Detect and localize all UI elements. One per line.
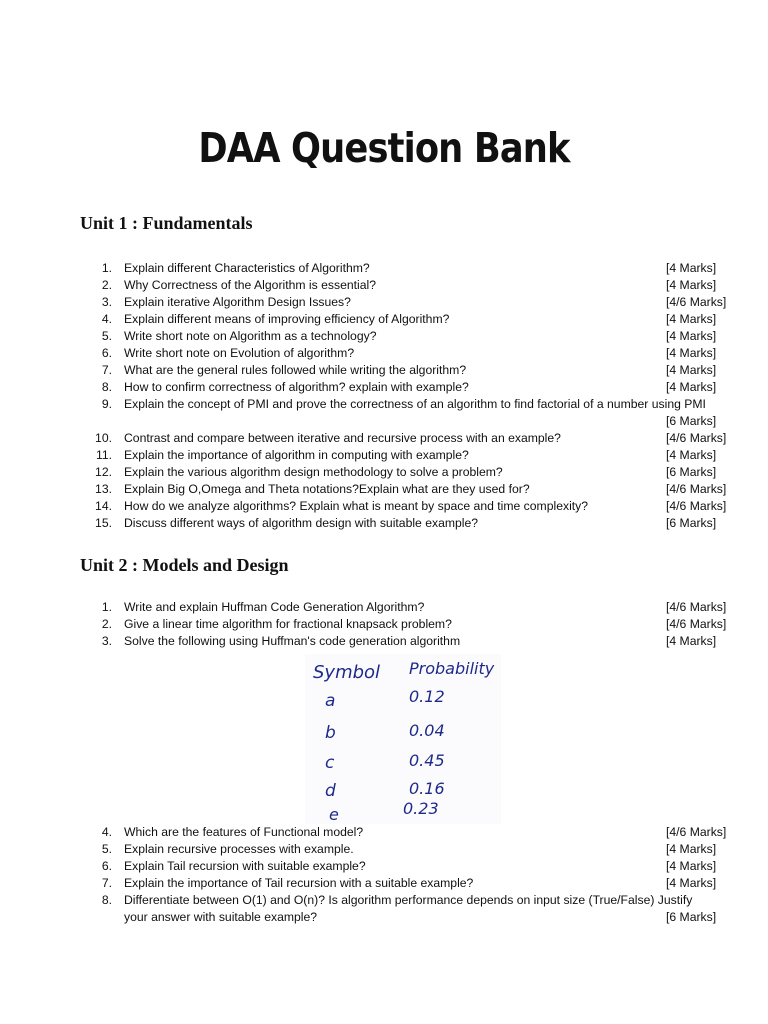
question-number: 5. bbox=[101, 842, 112, 856]
symbol-cell: e bbox=[329, 805, 339, 824]
question-text: Explain Tail recursion with suitable example? bbox=[124, 859, 366, 873]
question-marks: [4 Marks] bbox=[666, 363, 717, 377]
question-number: 8. bbox=[101, 380, 112, 394]
question-marks: [4/6 Marks] bbox=[666, 499, 727, 513]
question-item bbox=[0, 464, 768, 481]
question-text: Explain the importance of Tail recursion with a suitable example? bbox=[124, 876, 474, 890]
question-text: Explain recursive processes with example. bbox=[124, 842, 354, 856]
question-item bbox=[0, 345, 768, 362]
probability-column-header: Probability bbox=[409, 659, 495, 678]
question-text: Differentiate between O(1) and O(n)? Is algorithm performance depends on input size (True/False) Justify bbox=[124, 893, 693, 907]
question-number: 3. bbox=[101, 634, 112, 648]
question-text: Explain the importance of algorithm in computing with example? bbox=[124, 448, 469, 462]
symbol-cell: a bbox=[325, 691, 336, 711]
question-item bbox=[0, 599, 768, 616]
question-text: What are the general rules followed while writing the algorithm? bbox=[124, 363, 467, 377]
unit2-question-list-continued bbox=[0, 824, 768, 926]
question-marks: [4/6 Marks] bbox=[666, 600, 727, 614]
probability-cell: 0.12 bbox=[409, 687, 445, 706]
question-item bbox=[0, 515, 768, 532]
probability-cell: 0.16 bbox=[409, 779, 445, 798]
symbol-column-header: Symbol bbox=[313, 662, 381, 683]
question-item-continuation bbox=[0, 413, 768, 430]
question-item bbox=[0, 277, 768, 294]
question-number: 7. bbox=[101, 876, 112, 890]
symbol-cell: b bbox=[325, 723, 336, 743]
question-number: 1. bbox=[101, 600, 112, 614]
question-text: Solve the following using Huffman's code generation algorithm bbox=[124, 634, 461, 648]
question-number: 3. bbox=[101, 295, 112, 309]
unit1-heading: Unit 1 : Fundamentals bbox=[80, 213, 253, 233]
question-item bbox=[0, 260, 768, 277]
question-item bbox=[0, 498, 768, 515]
question-item bbox=[0, 430, 768, 447]
question-item bbox=[0, 824, 768, 841]
question-number: 8. bbox=[101, 893, 112, 907]
question-marks: [4/6 Marks] bbox=[666, 482, 727, 496]
question-marks: [4/6 Marks] bbox=[666, 617, 727, 631]
question-text: Explain Big O,Omega and Theta notations?Explain what are they used for? bbox=[124, 482, 530, 496]
question-number: 10. bbox=[95, 431, 112, 445]
handwritten-probability-table bbox=[305, 654, 501, 824]
question-marks: [4 Marks] bbox=[666, 876, 717, 890]
question-marks: [4/6 Marks] bbox=[666, 431, 727, 445]
question-number: 1. bbox=[101, 261, 112, 275]
symbol-cell: d bbox=[325, 781, 336, 801]
question-item bbox=[0, 379, 768, 396]
question-text: Explain the concept of PMI and prove the correctness of an algorithm to find factorial of a number using PMI bbox=[124, 397, 706, 411]
question-item bbox=[0, 447, 768, 464]
question-number: 7. bbox=[101, 363, 112, 377]
question-marks: [4 Marks] bbox=[666, 329, 717, 343]
question-text: Explain the various algorithm design methodology to solve a problem? bbox=[124, 465, 503, 479]
question-marks: [4 Marks] bbox=[666, 859, 717, 873]
question-number: 14. bbox=[95, 499, 112, 513]
symbol-cell: c bbox=[325, 753, 335, 773]
question-number: 11. bbox=[95, 448, 112, 462]
question-number: 2. bbox=[101, 617, 112, 631]
question-marks: [4/6 Marks] bbox=[666, 295, 727, 309]
question-item bbox=[0, 328, 768, 345]
question-number: 4. bbox=[101, 312, 112, 326]
question-text: How to confirm correctness of algorithm? explain with example? bbox=[124, 380, 469, 394]
question-number: 5. bbox=[101, 329, 112, 343]
question-marks: [4 Marks] bbox=[666, 380, 717, 394]
question-text: Write short note on Algorithm as a technology? bbox=[124, 329, 377, 343]
question-marks: [4 Marks] bbox=[666, 634, 717, 648]
question-text: Give a linear time algorithm for fractional knapsack problem? bbox=[124, 617, 452, 631]
question-number: 15. bbox=[95, 516, 112, 530]
question-item bbox=[0, 841, 768, 858]
question-marks: [6 Marks] bbox=[666, 414, 717, 428]
probability-cell: 0.04 bbox=[409, 721, 445, 740]
page-title: DAA Question Bank bbox=[198, 124, 570, 172]
question-item bbox=[0, 481, 768, 498]
question-marks: [4 Marks] bbox=[666, 261, 717, 275]
question-item bbox=[0, 311, 768, 328]
question-item bbox=[0, 858, 768, 875]
probability-cell: 0.23 bbox=[403, 799, 439, 818]
question-number: 2. bbox=[101, 278, 112, 292]
question-number: 13. bbox=[95, 482, 112, 496]
question-marks: [4 Marks] bbox=[666, 312, 717, 326]
question-marks: [6 Marks] bbox=[666, 910, 717, 924]
question-marks: [6 Marks] bbox=[666, 465, 717, 479]
question-item bbox=[0, 875, 768, 892]
question-item bbox=[0, 294, 768, 311]
probability-cell: 0.45 bbox=[409, 751, 445, 770]
question-number: 12. bbox=[95, 465, 112, 479]
question-marks: [6 Marks] bbox=[666, 516, 717, 530]
question-text: your answer with suitable example? bbox=[124, 910, 318, 924]
question-marks: [4/6 Marks] bbox=[666, 825, 727, 839]
question-item bbox=[0, 362, 768, 379]
question-item bbox=[0, 396, 768, 413]
question-number: 9. bbox=[101, 397, 112, 411]
unit1-question-list bbox=[0, 260, 768, 532]
question-text: Explain different means of improving efficiency of Algorithm? bbox=[124, 312, 450, 326]
question-item bbox=[0, 616, 768, 633]
question-text: Why Correctness of the Algorithm is essential? bbox=[124, 278, 376, 292]
question-marks: [4 Marks] bbox=[666, 346, 717, 360]
question-item bbox=[0, 892, 768, 909]
question-text: Explain different Characteristics of Algorithm? bbox=[124, 261, 370, 275]
unit2-question-list bbox=[0, 599, 768, 650]
question-marks: [4 Marks] bbox=[666, 448, 717, 462]
question-number: 6. bbox=[101, 859, 112, 873]
question-text: Contrast and compare between iterative and recursive process with an example? bbox=[124, 431, 561, 445]
unit2-heading: Unit 2 : Models and Design bbox=[80, 555, 289, 575]
question-marks: [4 Marks] bbox=[666, 278, 717, 292]
question-text: Which are the features of Functional model? bbox=[124, 825, 364, 839]
question-marks: [4 Marks] bbox=[666, 842, 717, 856]
question-item-continuation bbox=[0, 909, 768, 926]
question-text: Write and explain Huffman Code Generation Algorithm? bbox=[124, 600, 425, 614]
question-number: 6. bbox=[101, 346, 112, 360]
question-text: Discuss different ways of algorithm design with suitable example? bbox=[124, 516, 479, 530]
question-text: Explain iterative Algorithm Design Issues? bbox=[124, 295, 351, 309]
question-text: Write short note on Evolution of algorithm? bbox=[124, 346, 355, 360]
question-item bbox=[0, 633, 768, 650]
question-number: 4. bbox=[101, 825, 112, 839]
question-text: How do we analyze algorithms? Explain what is meant by space and time complexity? bbox=[124, 499, 589, 513]
